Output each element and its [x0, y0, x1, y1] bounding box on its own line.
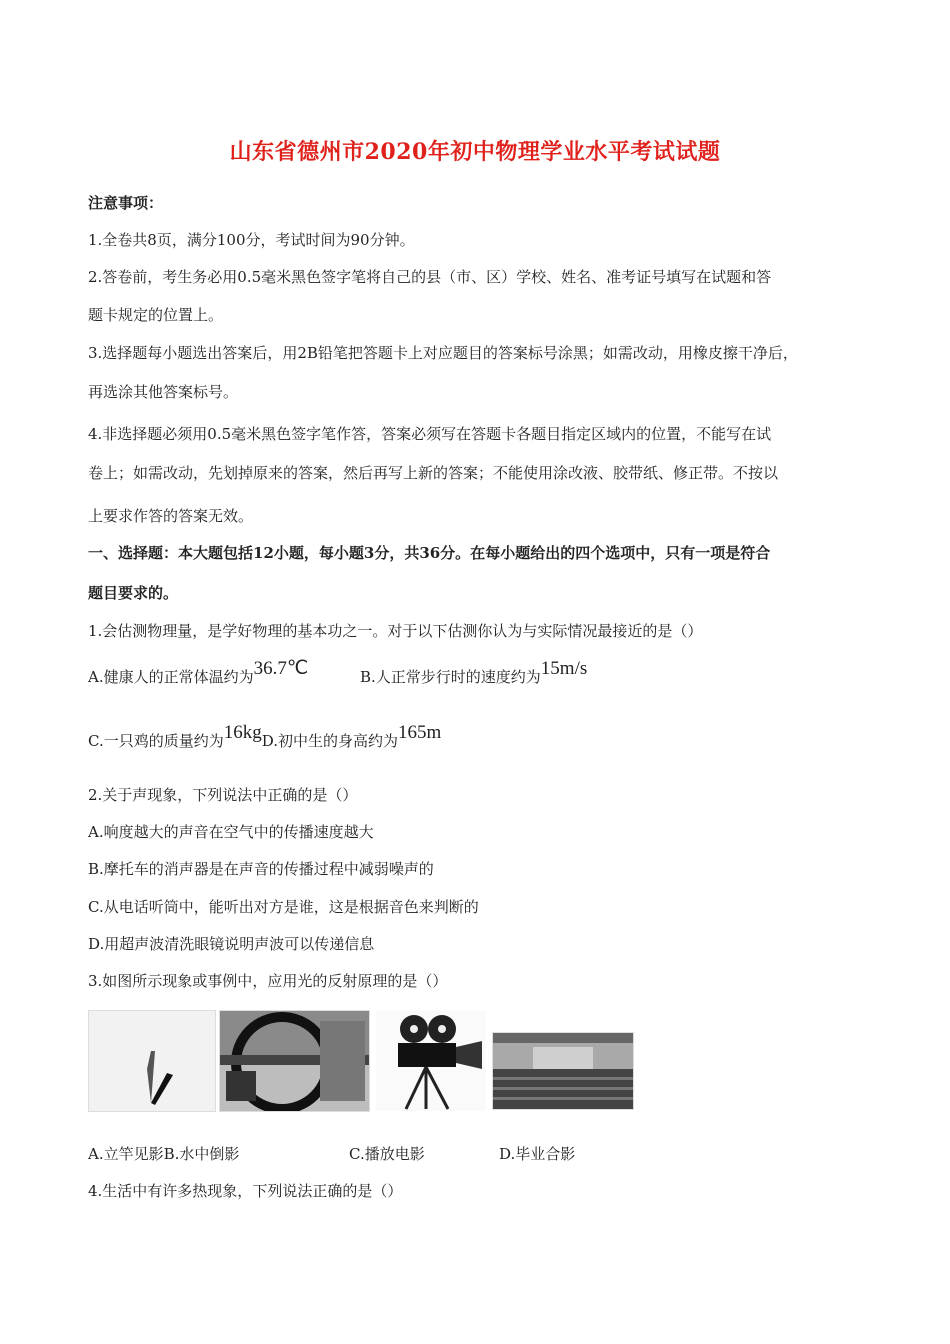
- projector-body: [398, 1043, 456, 1067]
- pole-shadow-illustration: [89, 1011, 215, 1111]
- q1-option-d-value: 165m: [397, 722, 442, 743]
- section-heading-b: 题目要求的。: [88, 584, 179, 602]
- page-title: 山东省德州市2020年初中物理学业水平考试试题: [229, 139, 721, 165]
- projector-illustration: [376, 1011, 486, 1111]
- q1-option-b-value: 15m/s: [540, 658, 588, 679]
- q1-option-b-text: B.人正常步行时的速度约为: [360, 668, 541, 686]
- pole: [151, 1073, 173, 1105]
- pole-shadow: [147, 1051, 155, 1103]
- water-reflection-illustration: [220, 1011, 369, 1111]
- image-graduation-photo: [492, 1032, 634, 1110]
- q2-option-c: C.从电话听筒中，能听出对方是谁，这是根据音色来判断的: [88, 898, 479, 916]
- q3-stem: 3.如图所示现象或事例中，应用光的反射原理的是（）: [88, 972, 448, 990]
- q3-option-b: B.水中倒影: [163, 1145, 240, 1163]
- notice-item-2b: 题卡规定的位置上。: [88, 306, 224, 324]
- q3-options: [88, 1144, 239, 1164]
- q1-option-a-text: A.健康人的正常体温约为: [88, 668, 254, 686]
- notice-heading: 注意事项：: [88, 194, 164, 212]
- notice-item-1: 1.全卷共8页，满分100分，考试时间为90分钟。: [88, 231, 415, 249]
- q4-stem: 4.生活中有许多热现象，下列说法正确的是（）: [88, 1182, 403, 1200]
- q3-option-d: D.毕业合影: [499, 1145, 576, 1163]
- image-water-reflection: [219, 1010, 370, 1112]
- q1-option-b: [360, 658, 588, 687]
- q1-option-a: [88, 658, 309, 687]
- q2-option-b: B.摩托车的消声器是在声音的传播过程中减弱噪声的: [88, 860, 434, 878]
- q1-option-c-value: 16kg: [223, 722, 262, 743]
- q2-stem: 2.关于声现象，下列说法中正确的是（）: [88, 786, 358, 804]
- q1-option-d-text: D.初中生的身高约为: [261, 732, 398, 750]
- q1-stem: 1.会估测物理量，是学好物理的基本功之一。对于以下估测你认为与实际情况最接近的是（）: [88, 622, 703, 640]
- q1-option-cd: [88, 722, 442, 751]
- q1-option-a-value: 36.7℃: [253, 658, 309, 679]
- q2-option-d: D.用超声波清洗眼镜说明声波可以传递信息: [88, 935, 375, 953]
- q3-option-a: A.立竿见影: [88, 1145, 164, 1163]
- notice-item-3a: 3.选择题每小题选出答案后，用2B铅笔把答题卡上对应题目的答案标号涂黑；如需改动，用橡皮擦干净后，: [88, 344, 798, 362]
- notice-item-4b: 卷上；如需改动，先划掉原来的答案，然后再写上新的答案；不能使用涂改液、胶带纸、修正带。不按以: [88, 464, 779, 482]
- q1-option-c-text: C.一只鸡的质量约为: [88, 732, 224, 750]
- q2-option-a: A.响度越大的声音在空气中的传播速度越大: [88, 823, 374, 841]
- image-film-projector: [375, 1010, 487, 1112]
- projector-lens: [456, 1041, 482, 1069]
- notice-item-3b: 再选涂其他答案标号。: [88, 383, 239, 401]
- notice-item-4a: 4.非选择题必须用0.5毫米黑色签字笔作答，答案必须写在答题卡各题目指定区域内的位置，不能写在试: [88, 425, 772, 443]
- notice-item-2a: 2.答卷前，考生务必用0.5毫米黑色签字笔将自己的县（市、区）学校、姓名、准考证号填写在试题和答: [88, 268, 772, 286]
- notice-item-4c: 上要求作答的答案无效。: [88, 507, 254, 525]
- section-heading-a: 一、选择题：本大题包括12小题，每小题3分，共36分。在每小题给出的四个选项中，只有一项是符合: [88, 544, 771, 562]
- image-pole-shadow: [88, 1010, 216, 1112]
- group-photo-illustration: [493, 1033, 633, 1109]
- q3-option-c: C.播放电影: [349, 1145, 425, 1163]
